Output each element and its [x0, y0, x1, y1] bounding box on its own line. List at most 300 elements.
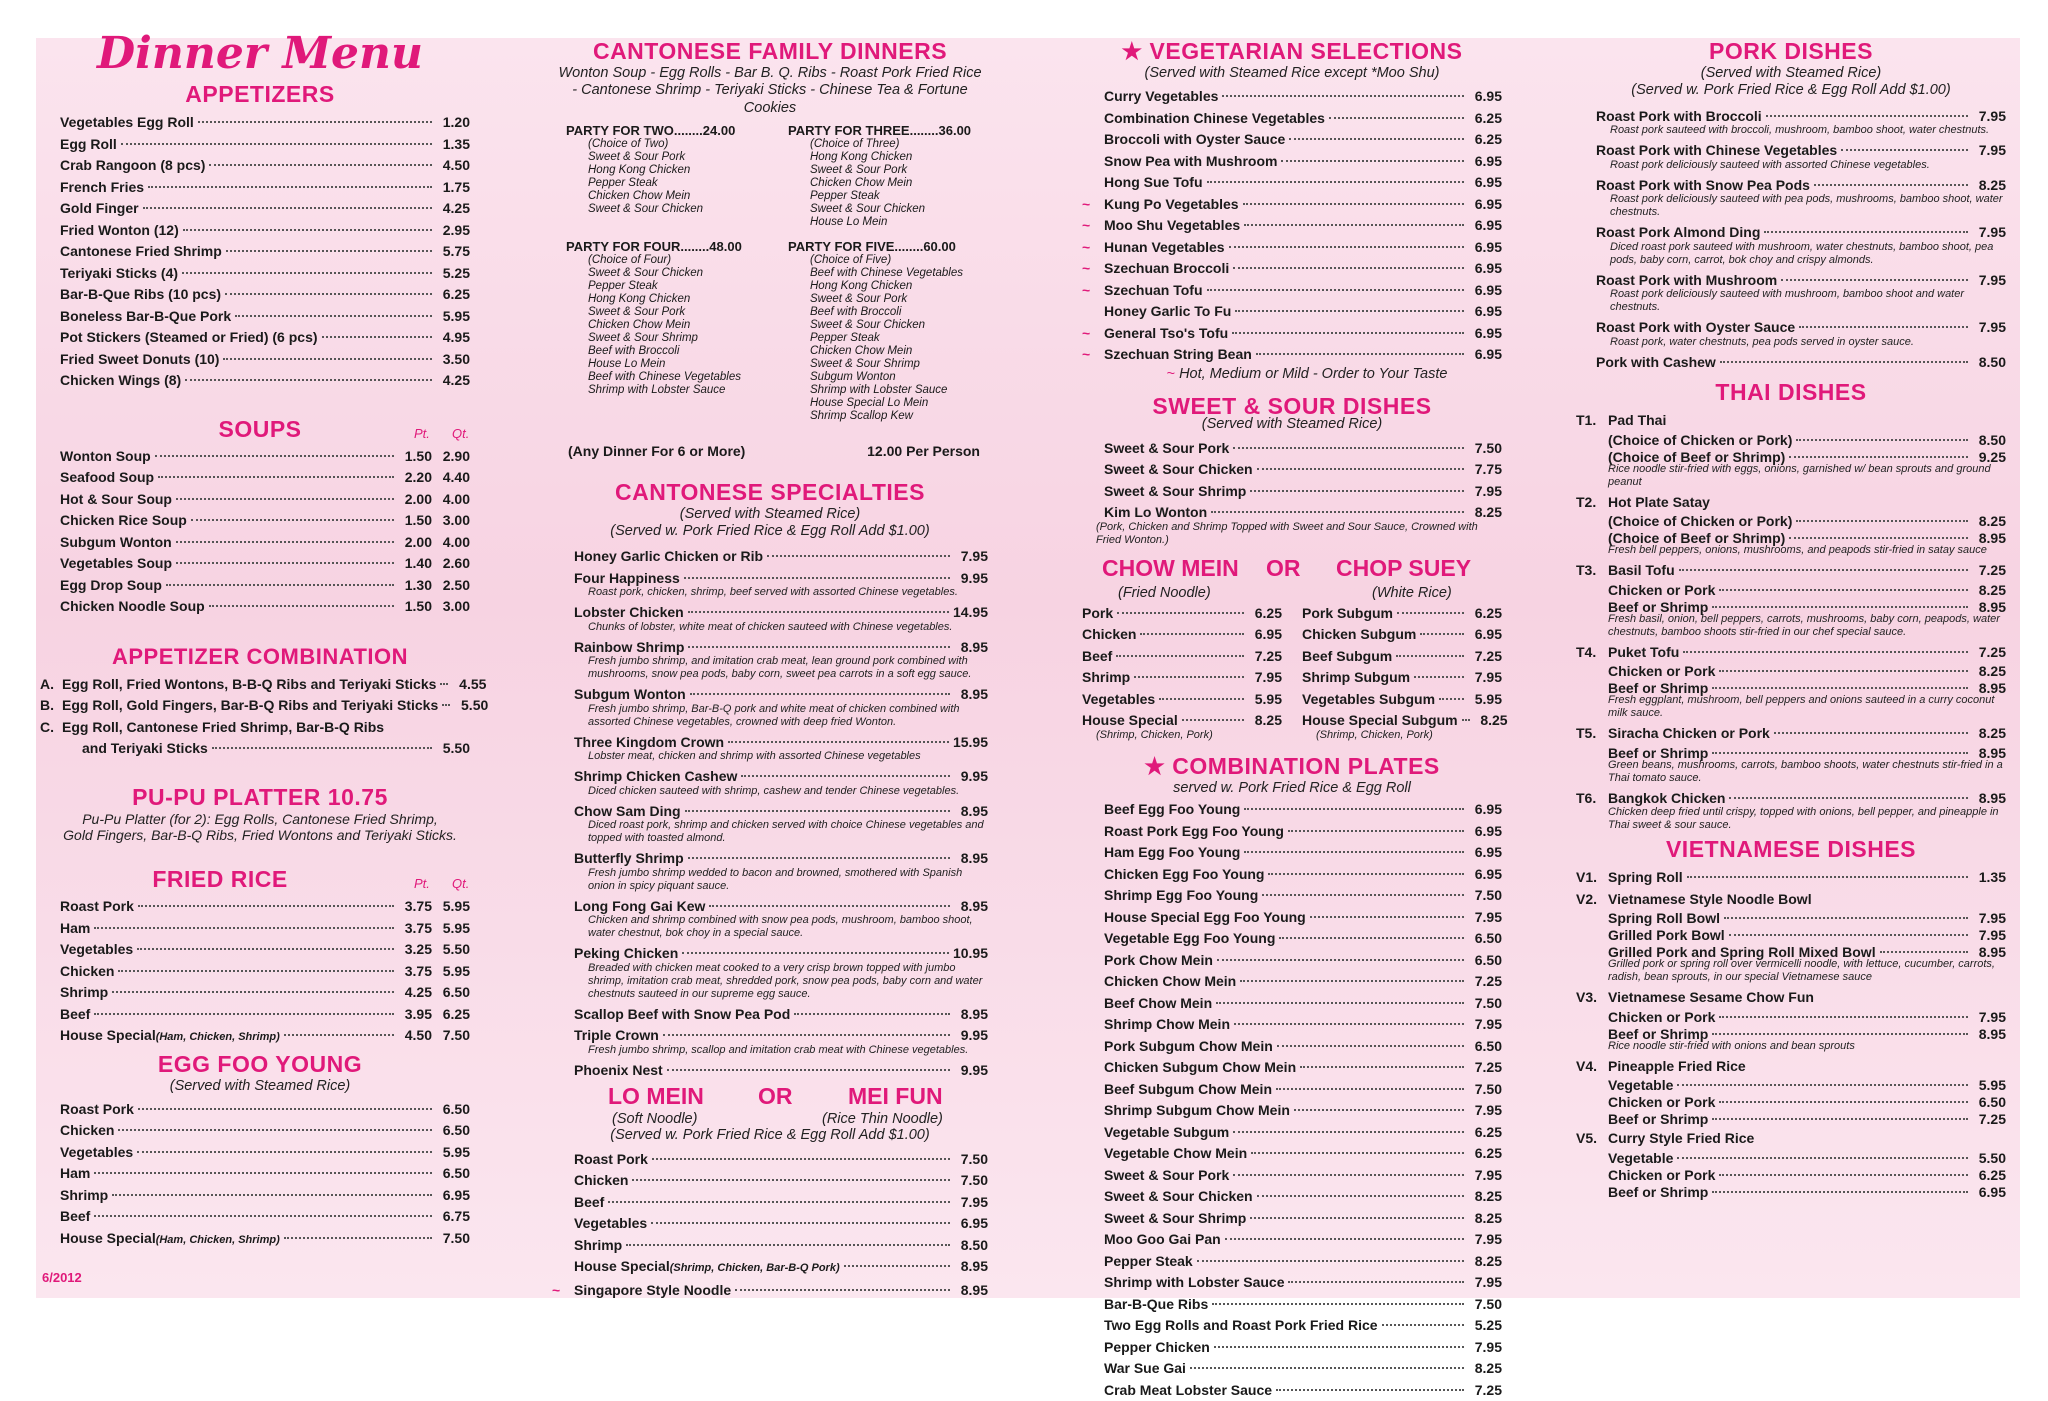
- specialties-list: [552, 540, 988, 1081]
- dot-leader: [1281, 160, 1464, 162]
- item-name: Long Fong Gai Kew: [574, 897, 706, 914]
- mei-fun-sub: (Rice Thin Noodle): [822, 1111, 943, 1128]
- item-description: Fresh bell peppers, onions, mushrooms, and peapods stir-fried in satay sauce: [1608, 544, 1987, 557]
- item-price: 6.95: [960, 1215, 988, 1232]
- party-option: Pepper Steak: [588, 280, 658, 293]
- dot-leader: [688, 646, 950, 648]
- item-price: 6.95: [1474, 88, 1502, 105]
- menu-item: [1082, 344, 1502, 366]
- item-price: 6.25: [1474, 1123, 1502, 1140]
- item-title: Curry Style Fried Rice: [1608, 1130, 1755, 1147]
- item-name: Sweet & Sour Chicken: [1104, 1188, 1253, 1205]
- chow-mein-grid: [1082, 603, 1508, 745]
- pint-price: 1.50: [404, 447, 432, 464]
- menu-item: [1082, 1057, 1502, 1079]
- menu-item: [1082, 1186, 1502, 1208]
- party-option: Sweet & Sour Pork: [588, 306, 686, 319]
- dot-leader: [1382, 1324, 1464, 1326]
- item-price: 6.95: [1474, 238, 1502, 255]
- item-price: 6.50: [1474, 930, 1502, 947]
- item-note: (Ham, Chicken, Shrimp): [155, 1031, 280, 1044]
- chop-suey-sub: (White Rice): [1372, 584, 1452, 601]
- option-price: 5.50: [1978, 1149, 2006, 1166]
- soups-heading: SOUPS: [218, 415, 302, 442]
- item-description: Fresh jumbo shrimp, scallop and imitation crab meat with Chinese vegetables.: [588, 1043, 969, 1056]
- item-price: 6.95: [1474, 844, 1502, 861]
- item-price: 6.50: [442, 1122, 470, 1139]
- combination-item: [40, 695, 489, 717]
- party-option: House Lo Mein: [588, 358, 666, 371]
- dot-leader: [1300, 1066, 1464, 1068]
- item-price: 6.95: [1474, 865, 1502, 882]
- quart-price: 5.95: [442, 919, 470, 936]
- dot-leader: [112, 1194, 432, 1196]
- item-title: Vietnamese Sesame Chow Fun: [1608, 989, 1814, 1006]
- menu-item: [60, 241, 470, 263]
- combination-name-2: and Teriyaki Sticks: [82, 740, 208, 756]
- item-price: 7.50: [960, 1150, 988, 1167]
- pork-heading: PORK DISHES: [1709, 38, 1873, 64]
- item-price: 8.25: [1474, 1252, 1502, 1269]
- dot-leader: [1233, 447, 1464, 449]
- item-number: V4.: [1576, 1057, 1598, 1074]
- item-price: 8.25: [1474, 1360, 1502, 1377]
- menu-item: [1082, 258, 1502, 280]
- item-price: 8.25: [1978, 725, 2006, 742]
- dot-leader: [1214, 1346, 1464, 1348]
- item-name: Ham: [60, 1165, 91, 1182]
- item-price: 8.95: [960, 1005, 988, 1022]
- item-name: Sweet & Sour Shrimp: [1104, 1209, 1247, 1226]
- item-price: 1.20: [442, 114, 470, 130]
- dot-leader: [1880, 951, 1968, 953]
- item-name: House Special: [1082, 712, 1178, 729]
- item-description: Roast pork, chicken, shrimp, beef served with assorted Chinese vegetables.: [588, 586, 958, 599]
- appetizer-combination-heading: APPETIZER COMBINATION: [111, 643, 409, 669]
- chow-mein-sub: (Fried Noodle): [1118, 584, 1211, 601]
- family-dinners-heading: CANTONESE FAMILY DINNERS: [592, 38, 948, 64]
- combination-item: [40, 717, 470, 739]
- item-number: T2.: [1576, 493, 1597, 510]
- dot-leader: [1677, 1084, 1968, 1086]
- party-option: Beef with Broccoli: [588, 345, 680, 358]
- dot-leader: [1789, 456, 1968, 458]
- option-name: Beef or Shrimp: [1608, 680, 1709, 697]
- menu-item: [1302, 603, 1502, 625]
- item-price: 7.95: [1474, 1338, 1502, 1355]
- menu-item: [1082, 172, 1502, 194]
- menu-item: [60, 349, 470, 371]
- dot-leader: [684, 577, 950, 579]
- dot-leader: [182, 272, 432, 274]
- item-name: Ham Egg Foo Young: [1104, 844, 1241, 861]
- item-price: 6.95: [1474, 217, 1502, 234]
- option-price: 7.95: [1978, 927, 2006, 944]
- dot-leader: [1774, 732, 1968, 734]
- vietnamese-heading: VIETNAMESE DISHES: [1665, 836, 1917, 863]
- item-description: Fresh eggplant, mushroom, bell peppers and onions sauteed in a curry coconut milk sauce.: [1608, 694, 1995, 720]
- menu-item: [1082, 624, 1282, 646]
- item-name: Shrimp Chicken Cashew: [574, 768, 738, 785]
- menu-item: [1082, 842, 1502, 864]
- option-price: 5.95: [1978, 1077, 2006, 1094]
- hot-pepper-icon: ~: [1082, 195, 1091, 212]
- item-name: Shrimp: [1082, 669, 1131, 686]
- item-name: Three Kingdom Crown: [574, 733, 725, 750]
- item-number: V1.: [1576, 869, 1598, 886]
- menu-item: [1082, 481, 1502, 503]
- item-name: Roast Pork: [60, 1100, 134, 1117]
- option-name: Vegetable: [1608, 1077, 1674, 1094]
- menu-item: [1302, 689, 1502, 711]
- menu-item: [60, 177, 470, 199]
- item-name: Cantonese Fried Shrimp: [60, 243, 222, 259]
- option-name: (Choice of Chicken or Pork): [1608, 513, 1793, 530]
- dot-leader: [137, 948, 394, 950]
- vegetarian-sub: (Served with Steamed Rice except *Moo Shu): [1144, 65, 1440, 81]
- dot-leader: [284, 1034, 394, 1036]
- vegetarian-heading: ★ VEGETARIAN SELECTIONS: [1121, 38, 1463, 64]
- pint-label: Pt.: [414, 876, 430, 892]
- dot-leader: [1216, 1002, 1464, 1004]
- dot-leader: [1257, 468, 1464, 470]
- menu-item: [1082, 1143, 1502, 1165]
- item-name: Chicken Wings (8): [60, 372, 182, 388]
- pint-price: 4.50: [404, 1027, 432, 1044]
- item-name: Beef: [60, 1208, 91, 1225]
- item-price: 4.25: [442, 372, 470, 388]
- dot-leader: [94, 927, 394, 929]
- item-name: Wonton Soup: [60, 447, 151, 464]
- quart-price: 2.50: [442, 576, 470, 593]
- option-name: (Choice of Chicken or Pork): [1608, 431, 1793, 448]
- numbered-item: [1576, 867, 2006, 889]
- item-price: 4.50: [442, 157, 470, 173]
- item-price: 6.25: [442, 286, 470, 302]
- quart-price: 4.40: [442, 469, 470, 485]
- item-title: Pad Thai: [1608, 412, 1667, 429]
- hot-pepper-icon: ~: [1082, 260, 1091, 277]
- item-title: Vietnamese Style Noodle Bowl: [1608, 890, 1812, 907]
- dot-leader: [1310, 916, 1464, 918]
- item-name: Szechuan Tofu: [1104, 281, 1203, 298]
- dot-leader: [176, 562, 394, 564]
- lo-mein-list: [552, 1145, 988, 1302]
- item-name: Shrimp: [574, 1236, 623, 1253]
- dot-leader: [284, 1237, 432, 1239]
- item-name: Chicken: [60, 962, 115, 979]
- item-option: [1576, 1094, 2006, 1111]
- menu-item: [574, 546, 988, 568]
- item-name: Beef Egg Foo Young: [1104, 801, 1241, 818]
- dot-leader: [1729, 934, 1968, 936]
- item-price: 8.95: [960, 638, 988, 655]
- item-title: Siracha Chicken or Pork: [1608, 725, 1770, 742]
- item-price: 5.95: [442, 307, 470, 324]
- item-price: 6.95: [1474, 324, 1502, 341]
- pint-price: 1.50: [404, 512, 432, 528]
- dot-leader: [1396, 655, 1464, 657]
- item-price: 7.95: [1474, 669, 1502, 686]
- dot-leader: [682, 952, 949, 954]
- dot-leader: [1796, 520, 1968, 522]
- item-name: Curry Vegetables: [1104, 88, 1219, 105]
- dot-leader: [1257, 1195, 1464, 1197]
- item-description: Rice noodle stir-fried with onions and bean sprouts: [1608, 1039, 1855, 1052]
- menu-item: [1082, 1208, 1502, 1230]
- party-choice: (Choice of Two): [588, 138, 669, 151]
- dot-leader: [1687, 876, 1968, 878]
- item-number: T3.: [1576, 562, 1597, 579]
- menu-item: [574, 1060, 988, 1082]
- menu-item: [60, 1228, 470, 1252]
- option-price: 6.95: [1978, 1183, 2006, 1200]
- item-price: 7.95: [960, 1193, 988, 1210]
- combination-name: Egg Roll, Fried Wontons, B-B-Q Ribs and Teriyaki Sticks: [62, 675, 437, 692]
- dot-leader: [741, 775, 950, 777]
- menu-item: [574, 1192, 988, 1214]
- dot-leader: [1289, 138, 1464, 140]
- dot-leader: [1766, 115, 1968, 117]
- menu-item: [1082, 1251, 1502, 1273]
- dot-leader: [1268, 873, 1464, 875]
- chop-suey-heading: CHOP SUEY: [1336, 554, 1472, 581]
- item-price: 15.95: [952, 733, 988, 750]
- item-name: Roast Pork with Oyster Sauce: [1596, 319, 1796, 336]
- option-name: Vegetable: [1608, 1149, 1674, 1166]
- item-name: Shrimp Subgum Chow Mein: [1104, 1102, 1290, 1119]
- item-price: 1.75: [442, 178, 470, 195]
- chow-mein-subs: [1082, 585, 1502, 603]
- item-name: Chicken Egg Foo Young: [1104, 865, 1265, 882]
- menu-item: [574, 1256, 988, 1280]
- item-price: 7.95: [1474, 908, 1502, 925]
- numbered-item: [1576, 642, 2006, 664]
- menu-item: [60, 284, 470, 306]
- item-name: Subgum Wonton: [574, 686, 686, 703]
- option-name: Chicken or Pork: [1608, 1094, 1716, 1111]
- item-price: 6.95: [1474, 195, 1502, 212]
- option-price: 7.95: [1978, 910, 2006, 927]
- item-name: Egg Drop Soup: [60, 576, 162, 593]
- item-note: (Ham, Chicken, Shrimp): [155, 1233, 280, 1246]
- party-dots: ........: [909, 123, 939, 139]
- dot-leader: [1796, 439, 1968, 441]
- menu-item: [60, 982, 470, 1004]
- item-number: V3.: [1576, 989, 1598, 1006]
- item-name: General Tso's Tofu: [1104, 324, 1229, 341]
- dot-leader: [1229, 246, 1464, 248]
- dot-leader: [1233, 267, 1464, 269]
- combination-item-cont: [40, 738, 470, 760]
- menu-item: [552, 1280, 988, 1302]
- menu-item: [60, 446, 470, 468]
- dot-leader: [166, 584, 394, 586]
- egg-foo-young-sub: (Served with Steamed Rice): [169, 1077, 351, 1094]
- item-name: Rainbow Shrimp: [574, 638, 685, 655]
- pint-price: 3.75: [404, 962, 432, 979]
- item-name: Snow Pea with Mushroom: [1104, 152, 1278, 169]
- party-option: Sweet & Sour Chicken: [588, 203, 704, 216]
- party-option: Sweet & Sour Pork: [810, 164, 908, 177]
- item-name: Beef: [574, 1193, 605, 1210]
- numbered-item: [1576, 1128, 2006, 1150]
- item-price: 7.95: [1254, 669, 1282, 686]
- party-option: Chicken Chow Mein: [810, 345, 913, 358]
- option-price: 8.95: [1978, 944, 2006, 961]
- item-price: 8.95: [960, 897, 988, 914]
- item-price: 6.25: [1474, 109, 1502, 126]
- item-name: Roast Pork: [60, 898, 134, 915]
- party-name: PARTY FOR FIVE: [788, 239, 895, 255]
- dot-leader: [1420, 633, 1464, 635]
- item-name: Singapore Style Noodle: [574, 1281, 732, 1298]
- numbered-item: [1576, 1056, 2006, 1078]
- lo-mein-header: [552, 1083, 988, 1111]
- quart-price: 2.60: [442, 555, 470, 571]
- menu-item: [1302, 624, 1502, 646]
- chop-suey-list: [1302, 603, 1508, 745]
- dot-leader: [1217, 959, 1464, 961]
- option-price: 8.95: [1978, 530, 2006, 547]
- dot-leader: [1134, 676, 1244, 678]
- item-price: 7.50: [960, 1172, 988, 1189]
- dot-leader: [1140, 633, 1244, 635]
- dot-leader: [183, 229, 432, 231]
- menu-item: [60, 1206, 470, 1228]
- item-description: Diced roast pork sauteed with mushroom, water chestnuts, bamboo shoot, pea pods, baby corn, carrot, bok choy and crispy almonds.: [1610, 240, 1994, 266]
- dot-leader: [1244, 808, 1464, 810]
- dot-leader: [198, 121, 432, 123]
- item-price: 8.50: [1978, 353, 2006, 370]
- item-price: 6.95: [1474, 626, 1502, 643]
- dot-leader: [158, 476, 394, 478]
- soups-list: [40, 446, 480, 618]
- hot-pepper-icon: ~: [552, 1281, 561, 1298]
- dot-leader: [1719, 1174, 1968, 1176]
- dot-leader: [209, 164, 432, 166]
- quart-price: 7.50: [442, 1027, 470, 1044]
- menu-item: [1082, 646, 1282, 668]
- pint-price: 1.40: [404, 555, 432, 571]
- numbered-item: [1576, 723, 2006, 745]
- menu-item: [60, 306, 470, 328]
- pork-list: [1576, 100, 2006, 374]
- item-price: 7.50: [1474, 994, 1502, 1011]
- item-number: T4.: [1576, 643, 1597, 660]
- fried-rice-list: [40, 896, 480, 1049]
- dot-leader: [1276, 1088, 1464, 1090]
- menu-item: [60, 155, 470, 177]
- party-box: [566, 123, 776, 216]
- soups-header: [40, 416, 480, 446]
- menu-item: [1082, 1294, 1502, 1316]
- item-name: Vegetables Egg Roll: [60, 114, 194, 130]
- menu-item: [60, 327, 470, 349]
- party-option: Beef with Chinese Vegetables: [588, 371, 742, 384]
- item-price: 5.25: [1474, 1317, 1502, 1334]
- dot-leader: [1439, 698, 1464, 700]
- pint-price: 3.95: [404, 1005, 432, 1022]
- item-price: 7.95: [1474, 1274, 1502, 1291]
- dot-leader: [1414, 676, 1464, 678]
- menu-item: [1082, 459, 1502, 481]
- numbered-item: [1576, 987, 2006, 1009]
- item-description: Diced chicken sauteed with shrimp, cashew and tender Chinese vegetables.: [588, 784, 960, 797]
- numbered-item: [1576, 492, 2006, 514]
- item-name: Shrimp: [60, 1186, 109, 1203]
- item-name: War Sue Gai: [1104, 1360, 1186, 1377]
- menu-item: [60, 553, 470, 575]
- item-price: 7.95: [1978, 107, 2006, 124]
- menu-item: [1082, 1315, 1502, 1337]
- dot-leader: [121, 143, 432, 145]
- specialties-heading: CANTONESE SPECIALTIES: [615, 478, 925, 505]
- option-price: 7.25: [1978, 1111, 2006, 1128]
- hot-pepper-icon: ~: [1082, 346, 1091, 363]
- item-description: Lobster meat, chicken and shrimp with assorted Chinese vegetables: [588, 750, 921, 763]
- item-price: 5.75: [442, 243, 470, 259]
- dot-leader: [1251, 1152, 1464, 1154]
- item-title: Bangkok Chicken: [1608, 789, 1726, 806]
- combination-price: 5.50: [461, 697, 489, 713]
- menu-item: [1082, 1122, 1502, 1144]
- dot-leader: [1679, 569, 1968, 571]
- item-name: Chicken: [1082, 626, 1137, 643]
- option-name: Beef or Shrimp: [1608, 1183, 1709, 1200]
- item-price: 9.95: [960, 1061, 988, 1078]
- party-name: PARTY FOR TWO: [566, 123, 674, 139]
- item-price: 4.25: [442, 200, 470, 216]
- item-price: 8.50: [960, 1236, 988, 1253]
- item-name: Four Happiness: [574, 569, 680, 586]
- menu-item: [60, 263, 470, 285]
- dot-leader: [1250, 1217, 1464, 1219]
- item-price: 6.95: [1474, 174, 1502, 191]
- menu-item: [1596, 352, 2006, 374]
- combination-plates-heading: ★ COMBINATION PLATES: [1144, 752, 1440, 779]
- option-name: Chicken or Pork: [1608, 581, 1716, 598]
- party-dots: ........: [680, 239, 710, 255]
- dot-leader: [1712, 1118, 1968, 1120]
- menu-item: [1082, 1272, 1502, 1294]
- pork-sub-1: (Served with Steamed Rice): [1700, 65, 1882, 81]
- item-number: V2.: [1576, 890, 1598, 907]
- pint-price: 4.25: [404, 984, 432, 1001]
- item-option: [1576, 1009, 2006, 1026]
- item-price: 8.95: [960, 802, 988, 819]
- menu-item: [1082, 603, 1282, 625]
- dot-leader: [118, 970, 394, 972]
- dot-leader: [1712, 1033, 1968, 1035]
- pint-price: 2.20: [404, 469, 432, 485]
- dot-leader: [1212, 1303, 1464, 1305]
- item-name: Beef Subgum Chow Mein: [1104, 1080, 1272, 1097]
- item-name: Bar-B-Que Ribs (10 pcs): [60, 286, 222, 302]
- item-name: French Fries: [60, 178, 145, 195]
- menu-item: [1082, 1165, 1502, 1187]
- lo-mein-subs: [552, 1111, 988, 1127]
- item-price: 7.95: [1474, 1102, 1502, 1119]
- dot-leader: [1211, 511, 1464, 513]
- item-name: Pepper Chicken: [1104, 1338, 1210, 1355]
- item-price: 7.95: [1978, 271, 2006, 288]
- party-box: [788, 123, 998, 229]
- combination-item: [40, 674, 487, 696]
- menu-item: [60, 220, 470, 242]
- item-name: Beef Subgum: [1302, 647, 1393, 664]
- column-3: [1082, 38, 1508, 1401]
